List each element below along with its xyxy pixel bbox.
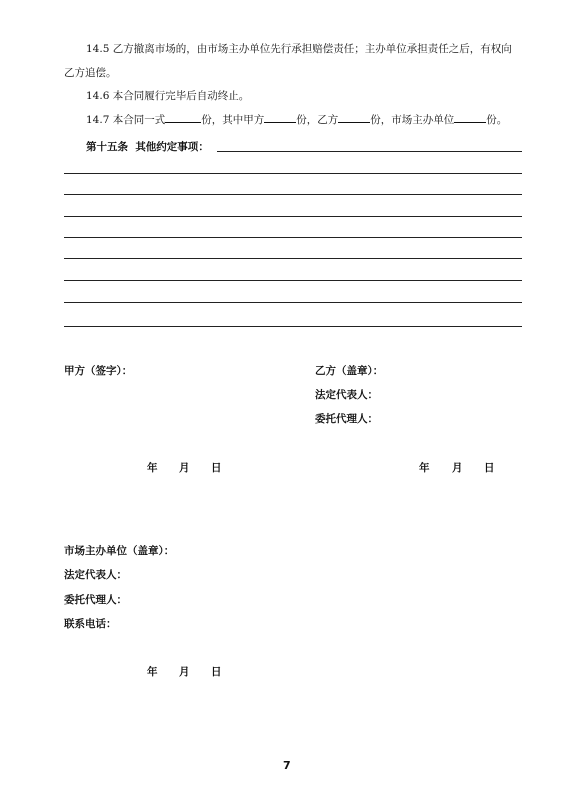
market-date-day: 日 <box>211 666 222 678</box>
party-a-date-month: 月 <box>179 462 190 474</box>
clause-14-6: 14.6 本合同履行完毕后自动终止。 <box>86 90 250 102</box>
other-terms-line[interactable] <box>64 280 522 281</box>
market-phone-label: 联系电话： <box>64 618 117 630</box>
party-a-date-year: 年 <box>147 462 158 474</box>
other-terms-line[interactable] <box>64 216 522 217</box>
party-b-seal-label: 乙方（盖章）： <box>315 365 384 377</box>
party-b-legal-rep-label: 法定代表人： <box>315 389 378 401</box>
other-terms-line[interactable] <box>64 258 522 259</box>
clause-14-7-part4: 份。 <box>486 114 508 126</box>
market-legal-rep-label: 法定代表人： <box>64 569 127 581</box>
party-b-date-day: 日 <box>484 462 495 474</box>
other-terms-line[interactable] <box>64 237 522 238</box>
clause-14-5-line2: 乙方追偿。 <box>64 67 117 79</box>
clause-14-5-line1: 14.5 乙方撤离市场的，由市场主办单位先行承担赔偿责任；主办单位承担责任之后，有权向 <box>86 43 512 55</box>
market-date-year: 年 <box>147 666 158 678</box>
other-terms-line[interactable] <box>64 302 522 303</box>
party-b-date-year: 年 <box>419 462 430 474</box>
clause-14-7-part1: 份，其中甲方 <box>201 114 265 126</box>
party-a-signature-label: 甲方（签字）： <box>64 365 133 377</box>
party-a-date-day: 日 <box>211 462 222 474</box>
other-terms-first-line[interactable] <box>217 151 522 152</box>
clause-14-7 <box>86 111 507 127</box>
other-terms-line[interactable] <box>64 173 522 174</box>
article-15-colon: ： <box>198 141 209 153</box>
other-terms-line[interactable] <box>64 194 522 195</box>
party-b-agent-label: 委托代理人： <box>315 413 378 425</box>
article-15-title: 其他约定事项 <box>135 141 199 153</box>
copies-party-a-blank[interactable] <box>264 111 296 123</box>
article-15-heading <box>86 139 209 154</box>
market-agent-label: 委托代理人： <box>64 594 127 606</box>
copies-party-b-blank[interactable] <box>338 111 370 123</box>
market-date-month: 月 <box>179 666 190 678</box>
other-terms-line[interactable] <box>64 326 522 327</box>
article-15-number: 第十五条 <box>86 141 128 153</box>
page-number: 7 <box>283 759 291 772</box>
clause-14-7-prefix: 14.7 本合同一式 <box>86 114 166 126</box>
copies-market-blank[interactable] <box>454 111 486 123</box>
party-b-date-month: 月 <box>452 462 463 474</box>
market-organizer-seal-label: 市场主办单位（盖章）： <box>64 545 175 557</box>
copies-total-blank[interactable] <box>165 111 201 123</box>
clause-14-7-part2: 份，乙方 <box>296 114 339 126</box>
clause-14-7-part3: 份，市场主办单位 <box>370 114 455 126</box>
